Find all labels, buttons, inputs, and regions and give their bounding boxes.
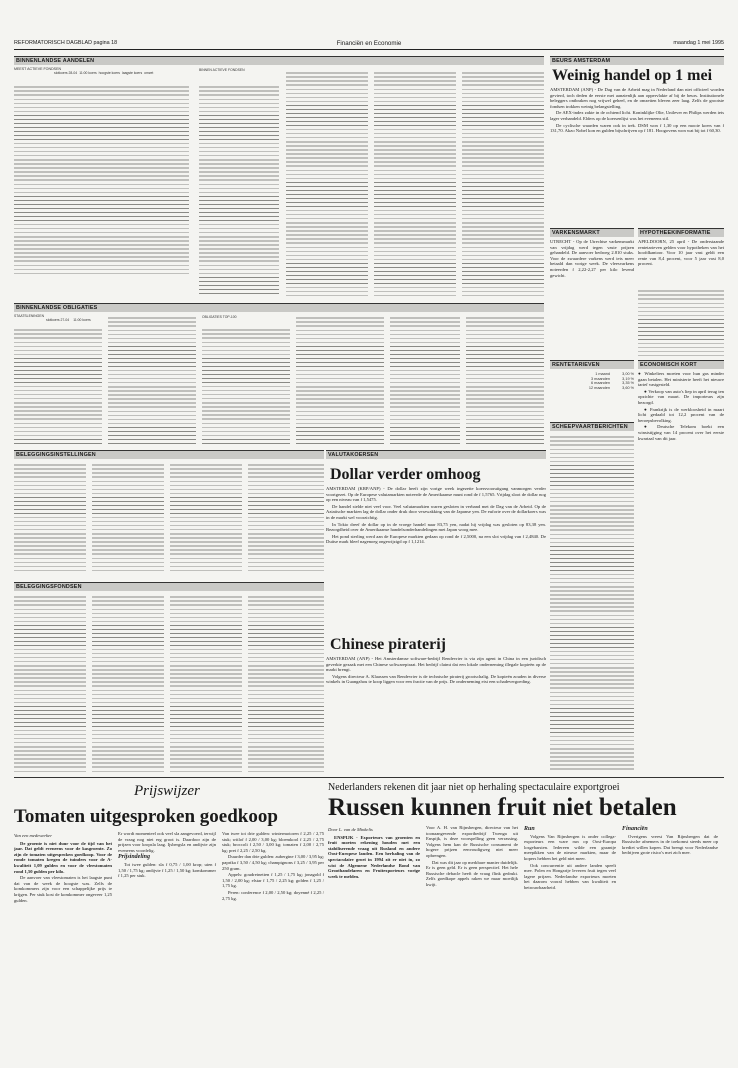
- bi-table-3: [170, 462, 242, 574]
- russen-kicker: Nederlanders rekenen dit jaar niet op herhaling spectaculaire exportgroei: [328, 782, 620, 793]
- rentetarieven-block: [550, 360, 634, 420]
- dollar-body: AMSTERDAM (KRP/ANP) - De dollar heeft zijn vorige week ingezette koersvooruitgang vanmorgen verder voortgezet. Op de Europese valutamarkten noteerde de Amerikaanse munt rond de f 1,5765. Vrijdag sloot de dollar nog op een niveau van f 1,5475. De handel stelde niet veel voor. Veel valutamarkten waren gesloten in verband met de Dag van de Arbeid. Op de Aziatische markten lag de dollar onder druk door verzwakking van de Japanse yen. De euforie over de dollarkoers was in de markt wel voorzichtig. In Tokio dreef de dollar op in de vroege handel naar 83,75 yen, nadat hij vrijdag was gesloten op 83,38 yen. Bezorgdheid over de Amerikaanse handelsonderhandelingen met Japan woog mee. Het pond sterling werd aan de Europese markten gedaan op rond de f 2,5000, na een slot vrijdag van f 2,4840. De Duitse mark bleef nagenoeg ongewijzigd op f 1,1214.: [326, 486, 546, 545]
- aandelen-block: [14, 56, 544, 298]
- aandelen-heading: BINNENLANDSE AANDELEN: [14, 56, 544, 65]
- obligaties-column-headers: slotkoers 27-04 11:00 koers: [46, 318, 91, 323]
- obligaties-heading: BINNENLANDSE OBLIGATIES: [14, 303, 544, 312]
- rente-row: 6 maanden 3,35 %: [591, 381, 634, 386]
- bf-table-2: [92, 594, 164, 772]
- dollar-article: [326, 462, 546, 630]
- prijswijzer-banner: [14, 781, 324, 805]
- obligaties-subheading-2: OBLIGATIES TOP-100: [202, 315, 237, 319]
- scheepvaart-list: [550, 434, 634, 772]
- bi-table-4: [248, 462, 324, 574]
- aandelen-column-headers: slotkoers 28-04 11:00 koers hoogste koers laagste koers omzet: [54, 71, 154, 76]
- piraterij-body: AMSTERDAM (ANP) - Het Amsterdamse software-bedrijf Rendevrier is via zijn agent in China in een juridisch geverkte gezaak met een Chinese softwarepiraat. Het bedrijf claimt dat een lokale onderneming illegale kopieën op de markt brengt. Volgens directeur A. Klaassen van Rendevrier is de technische piraterij grootschalig. De kopieën zouden in diverse winkels in Guangzhou te koop liggen voor een fractie van de prijs. De onderneming eist een schadevergoeding.: [326, 656, 546, 685]
- varkensmarkt-heading: VARKENSMARKT: [550, 228, 634, 237]
- rentetarieven-heading: RENTETARIEVEN: [550, 360, 634, 369]
- obligaties-table-3: [202, 327, 290, 445]
- obligaties-block: [14, 303, 544, 448]
- piraterij-headline: Chinese piraterij: [330, 636, 446, 653]
- obligaties-table-2: [108, 315, 196, 445]
- aandelen-table-2: [199, 84, 279, 294]
- beleggingsfondsen-block: [14, 582, 324, 774]
- valutakoersen-heading: VALUTAKOERSEN: [326, 450, 546, 459]
- rente-row: 3 maanden 3,19 %: [591, 376, 634, 381]
- beleggingsinstellingen-block: [14, 450, 324, 576]
- tomaten-article: Tomaten uitgesproken goedkoop Van een medewerker De groente is niet duur voor de tijd van het jaar. Dat geldt eveneens voor de kasgroente. Zo zijn de tomaten uitgesproken goedkoop. Voor de ronde tomaten kregen de tuinders voor de A-kwaliteit 1,09 gulden en voor de vleestomaten rond 1,50 gulden per kilo. De aanvoer van vleestomaten is het laagste punt dat van de week de hoogste was. Zelfs de komkommers zijn voor een schappelijke prijs te krijgen. Per stuk kost de komkommer ongeveer 1,25 gulden. Er wordt momenteel ook veel sla aangevoerd, terwijl de vraag nog niet erg groot is. Daardoor zijn de prijzen voor kropsla laag. Ijsbergsla en andijvie zijn eveneens voordelig. Prijsindeling Tot twee gulden: sla f 0,75 / 1,00 krop; uien f 1,50 / 1,75 kg; andijvie f 1,25 / 1,50 kg; komkommer f 1,25 per stuk. Van twee tot drie gulden: wintermotoren f 2,25 / 2,75 stuk; witlof f 2,00 / 3,00 kg; bloemkool f 2,25 / 2,75 stuk; broccoli f 2,50 / 3,00 kg; tomaten f 2,00 / 2,75 kg; prei f 2,25 / 2,50 kg. Duurder dan drie gulden: aubergine f 3,00 / 3,95 kg; paprika f 3,50 / 4,50 kg; champignons f 3,25 / 3,95 per 250 gram. Appels: goudreinetten f 1,25 / 1,75 kg; jonagold f 1,50 / 2,00 kg; elstar f 1,75 / 2,25 kg; golden f 1,25 / 1,75 kg. Peren: conference f 2,00 / 2,50 kg; doyenné f 2,25 / 2,75 kg.: [14, 806, 324, 903]
- bi-table-1: [14, 462, 86, 574]
- economisch-kort-block: [638, 360, 724, 774]
- aandelen-table-1: [14, 84, 189, 274]
- obligaties-table-4: [296, 315, 384, 445]
- varkensmarkt-body: UTRECHT - Op de Utrechtse varkensmarkt van vrijdag werd tegen vaste prijzen gehandeld. De aanvoer bedroeg 2.810 stuks. Voor de zwaardere varkens werd iets meer betaald dan vorige week. De vleesvarkens noteerden f 2,22-2,27 per kilo levend gewicht.: [550, 239, 634, 278]
- economisch-kort-body: [638, 371, 724, 441]
- beurs-amsterdam-heading: BEURS AMSTERDAM: [550, 56, 724, 65]
- divider: [14, 777, 724, 778]
- obligaties-table-5: [390, 315, 460, 445]
- header-left: REFORMATORISCH DAGBLAD pagina 18: [14, 40, 118, 46]
- obligaties-table-1: [14, 327, 102, 445]
- bf-table-4: [248, 594, 324, 772]
- bf-table-3: [170, 594, 242, 772]
- header-right: maandag 1 mei 1995: [673, 40, 724, 46]
- beleggingsfondsen-heading: BELEGGINGSFONDSEN: [14, 582, 324, 591]
- aandelen-table-5: [462, 70, 544, 296]
- bf-table-1: [14, 594, 86, 772]
- running-header: [14, 38, 724, 50]
- header-center: Financiën en Economie: [336, 40, 402, 47]
- weinig-handel-headline: Weinig handel op 1 mei: [552, 67, 713, 84]
- hypotheek-block: [638, 228, 724, 358]
- prijswijzer-label: Prijswijzer: [134, 783, 200, 799]
- scheepvaart-heading: SCHEEPVAARTBERICHTEN: [550, 422, 634, 431]
- aandelen-subheading-2: BINNEN ACTIEVE FONDSEN: [199, 68, 245, 72]
- russen-article: Nederlanders rekenen dit jaar niet op herhaling spectaculaire exportgroei Russen kunnen fruit niet betalen Door L. van de Minkelis ENSPIJK - Exporteurs van groenten en fruit moeten rekening houden met een stabiliserende vraag uit Rusland en andere Oost-Europese landen. Een herhaling van de spectaculaire groei in 1994 zit er niet in, zo wist de Algemene Nederlandse Bond van Groothandelaren en Fruitexporteurs vorige week te melden. Voor A. H. van Rijnsbergen, directeur van het toonaangevende exportbedrijf Twenga uit Enspijk, is deze voorspelling geen verrassing. Volgens hem kan de Russische consument de hogere prijzen eenvoudigweg niet meer opbrengen. Dat was dit jaar op merkbare manier duidelijk. Er is geen geld. Er is geen perspectief. Het hele Russische debacle heeft de vraag flink gedrukt. Zelfs goedkope appels raken we maar moeilijk kwijt. Run Volgens Van Rijnsbergen is onder collega-exporteurs een ware run op Oost-Europa losgebarsten. Iedereen wilde een graantje meepikken van de nieuwe markten, maar de kopers hebben het geld niet meer. Ook concurrentie uit andere landen speelt mee. Polen en Hongarije leveren fruit tegen veel lagere prijzen. Nederlandse exporteurs moeten het daarom vooral hebben van kwaliteit en betrouwbaarheid. Financiën Overigens vreest Van Rijnsbergen dat de Russische afnemers in de toekomst steeds meer op krediet willen kopen. Dat brengt voor Nederlandse bedrijven grote risico's met zich mee.: [328, 781, 724, 1051]
- russen-headline: Russen kunnen fruit niet betalen: [328, 794, 677, 821]
- hypotheek-body: APELDOORN, 25 april - De onderstaande rentetarieven gelden voor hypotheken van het hoofdkantoor. Voor 10 jaar vast geldt een rente van 8,4 procent, voor 5 jaar vast 8,0 procent.: [638, 239, 724, 267]
- tomaten-headline: Tomaten uitgesproken goedkoop: [14, 806, 278, 827]
- rentetarieven-table: [550, 372, 634, 390]
- beurs-amsterdam-block: [550, 56, 724, 226]
- kort-item: ● Verkoop van auto's liep in april terug ten opzichte van maart. De importeurs zijn bezorgd.: [638, 388, 724, 405]
- aandelen-table-3: [286, 70, 368, 296]
- hypotheek-table: [638, 288, 724, 358]
- rente-row: 1 maand 3,00 %: [595, 372, 634, 376]
- hypotheek-heading: HYPOTHEEKINFORMATIE: [638, 228, 724, 237]
- bi-table-2: [92, 462, 164, 574]
- economisch-kort-heading: ECONOMISCH KORT: [638, 360, 724, 369]
- scheepvaart-block: [550, 422, 634, 774]
- aandelen-table-4: [374, 70, 456, 296]
- varkensmarkt-block: [550, 228, 634, 358]
- piraterij-article: [326, 634, 546, 774]
- weinig-handel-body: AMSTERDAM (ANP) - De Dag van de Arbeid mag in Nederland dan niet officieel worden gevierd, toch deden de eerste mei aanzienlijk aan oppervlakte af bij de beurs. Institutionele beleggers ontbraken nog vrijwel geheel, en de omzetten bleven zeer laag. Zelfs de grootste fondsen trokken weinig belangstelling. De AEX-index zakte in de ochtend licht. Koninklijke Olie, Unilever en Philips werden iets lager verhandeld. Elders op de koersenlijst was het eveneens stil. De cyclische waarden waren ook in trek. DSM won f 1,30 op een mooie koers van f 131,70. Akzo Nobel kon en gulden bijschrijven op f 181. Hoogovens won wat bij tot f 60,30.: [550, 87, 724, 134]
- rente-row: 12 maanden 3,60 %: [588, 385, 634, 390]
- kort-item: ● Deutsche Telekom boekt een winststijging van 14 procent over het eerste kwartaal van dit jaar.: [638, 424, 724, 441]
- dollar-headline: Dollar verder omhoog: [330, 466, 481, 483]
- beleggingsinstellingen-heading: BELEGGINGSINSTELLINGEN: [14, 450, 324, 459]
- aandelen-subheading: MEEST ACTIEVE FONDSEN: [14, 67, 62, 71]
- obligaties-table-6: [466, 315, 544, 445]
- obligaties-subheading: STAATSLENINGEN: [14, 314, 45, 318]
- kort-item: ● Winkeliers moeten voor hun gas minder gaan betalen. Het ministerie heeft het nieuwe tarief vastgesteld.: [638, 371, 724, 388]
- kort-item: ● Frankrijk is de werkloosheid in maart licht gedaald tot 12,2 procent van de beroepsbevolking.: [638, 406, 724, 423]
